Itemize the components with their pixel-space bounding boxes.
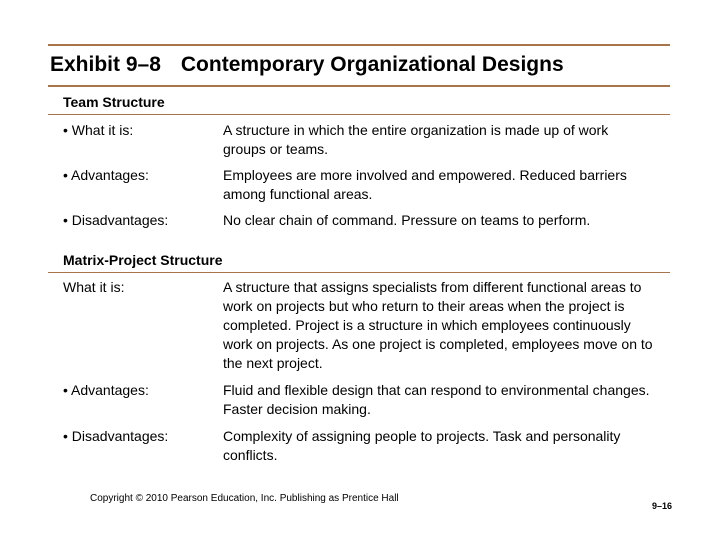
team-structure-heading: Team Structure: [63, 94, 165, 110]
title-rule: [48, 85, 670, 87]
matrix-what-text: A structure that assigns specialists from different functional areas to work on projects but who return to their areas when the project is completed. Project is a structure in which employees continuously work on projects. As one project is completed, employees move on to the next project.: [223, 279, 653, 371]
matrix-disadvantages-label: • Disadvantages:: [63, 428, 169, 444]
team-advantages-label: • Advantages:: [63, 167, 149, 183]
team-what-label: • What it is:: [63, 122, 134, 138]
team-advantages-text: Employees are more involved and empowered. Reduced barriers among functional areas.: [223, 167, 627, 202]
slide-title: [50, 53, 564, 77]
matrix-what-label: What it is:: [63, 279, 125, 295]
matrix-advantages-label: • Advantages:: [63, 382, 149, 398]
copyright-notice: Copyright © 2010 Pearson Education, Inc. Publishing as Prentice Hall: [90, 493, 399, 504]
team-what-text: A structure in which the entire organization is made up of work groups or teams.: [223, 122, 609, 157]
matrix-structure-rule: [48, 272, 670, 273]
exhibit-number: Exhibit 9–8: [50, 53, 161, 76]
team-disadvantages-text: No clear chain of command. Pressure on teams to perform.: [223, 212, 591, 228]
top-rule: [48, 44, 670, 46]
team-structure-rule: [48, 114, 670, 115]
team-disadvantages-label: • Disadvantages:: [63, 212, 169, 228]
title-text: Contemporary Organizational Designs: [180, 53, 564, 76]
matrix-advantages-text: Fluid and flexible design that can respond to environmental changes. Faster decision making.: [223, 382, 650, 417]
matrix-structure-heading: Matrix-Project Structure: [63, 252, 223, 268]
page-number: 9–16: [652, 501, 673, 511]
matrix-disadvantages-text: Complexity of assigning people to projects. Task and personality conflicts.: [223, 428, 621, 463]
